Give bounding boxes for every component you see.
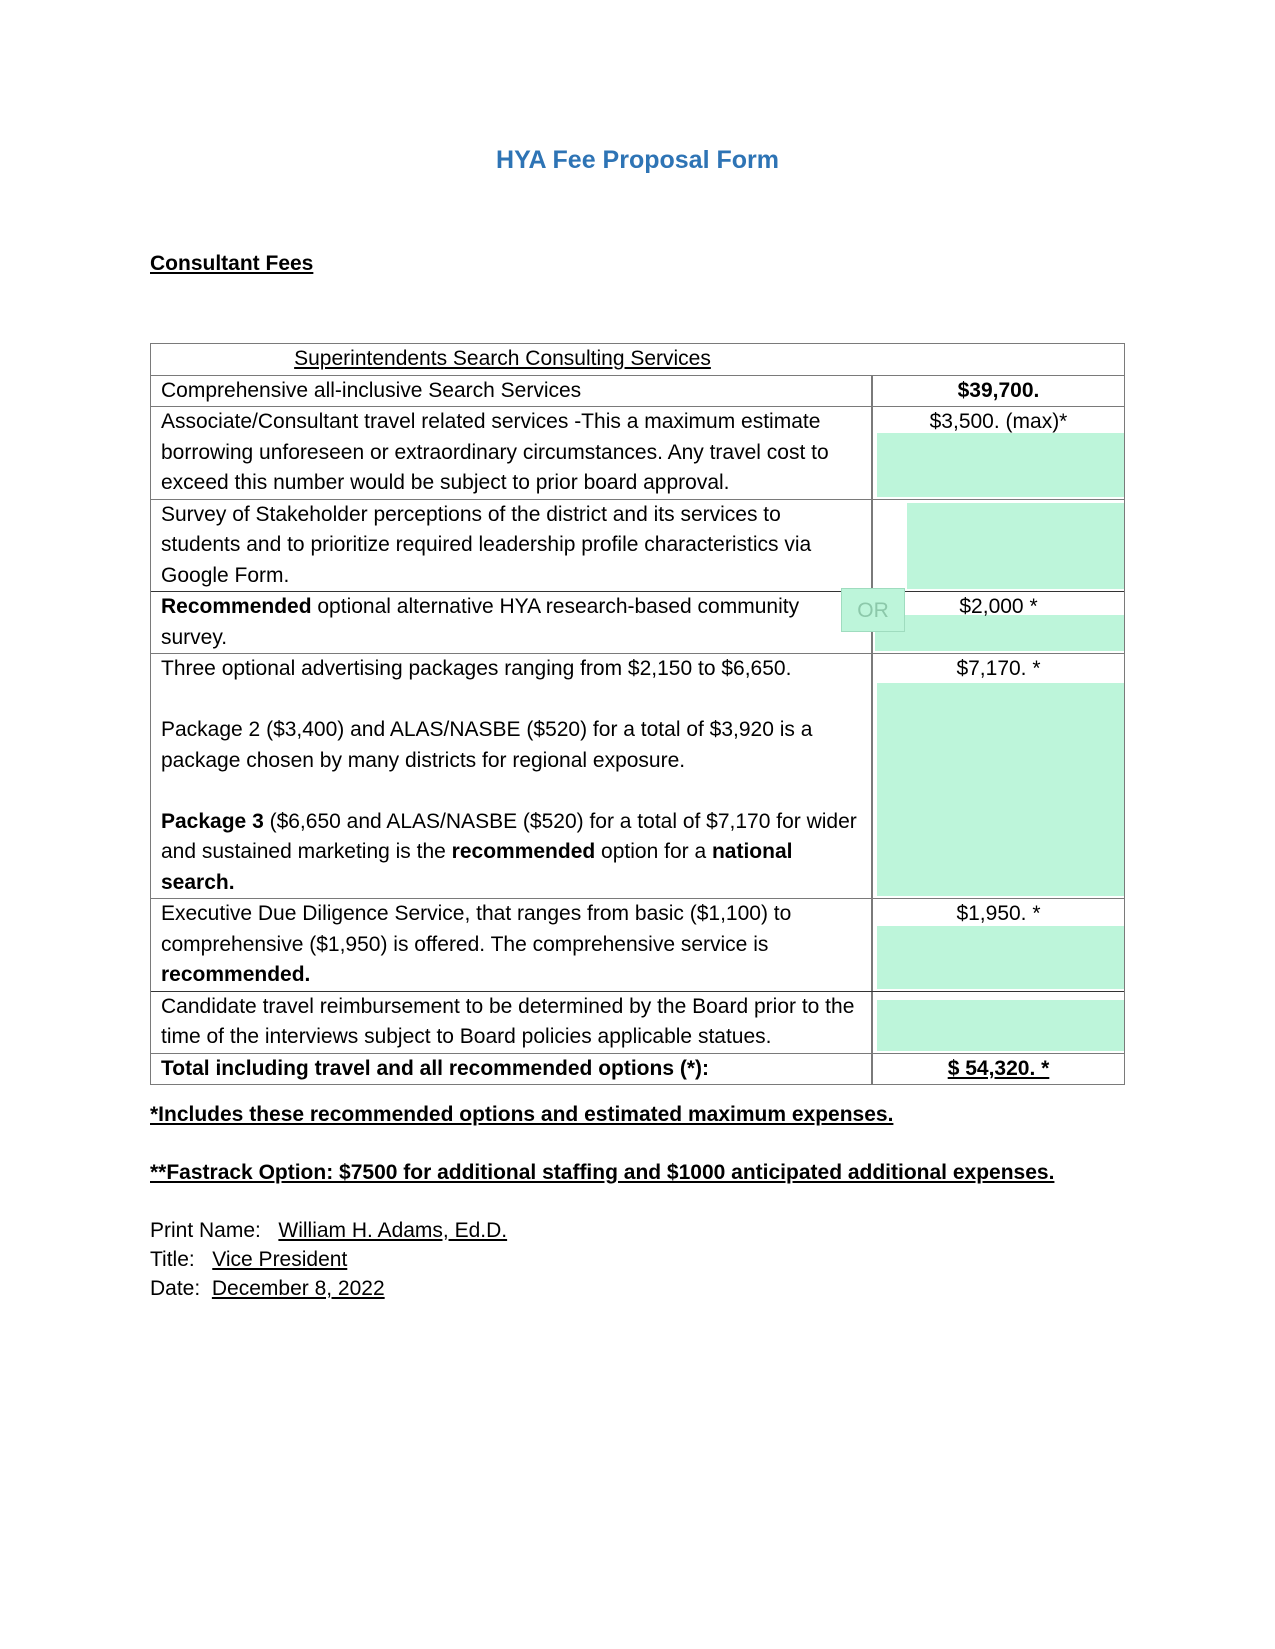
row-description: Associate/Consultant travel related services -This a maximum estimate borrowing unforeseen or extraordinary circumstances. Any travel cost to exceed this number would be subject to prior board approval. — [151, 407, 873, 499]
row-amount — [873, 654, 1124, 898]
row-description — [151, 654, 873, 898]
date-value: December 8, 2022 — [211, 1277, 385, 1300]
fee-table — [150, 343, 1125, 1085]
input-field[interactable] — [877, 433, 1124, 497]
desc-text: optional alternative HYA research-based community survey. — [161, 595, 800, 649]
row-amount — [873, 992, 1124, 1053]
row-description: Comprehensive all-inclusive Search Services — [151, 376, 873, 407]
row-amount — [873, 592, 1124, 653]
desc-text: Three optional advertising packages ranging from $2,150 to $6,650. — [161, 657, 792, 680]
amount-value: $1,950. * — [956, 902, 1041, 925]
bold-text: Package 3 — [161, 809, 264, 833]
desc-text: Package 2 ($3,400) and ALAS/NASBE ($520) for a total of $3,920 is a package chosen by many districts for regional exposure. — [161, 718, 813, 772]
print-name-value: William H. Adams, Ed.D. — [278, 1219, 508, 1242]
fastrack-note: **Fastrack Option: $7500 for additional staffing and $1000 anticipated additional expenses. — [150, 1161, 1055, 1184]
table-row — [151, 375, 1124, 407]
row-description: Survey of Stakeholder perceptions of the district and its services to students and to prioritize required leadership profile characteristics via Google Form. — [151, 500, 873, 592]
date-label: Date: — [150, 1277, 201, 1300]
includes-note: *Includes these recommended options and estimated maximum expenses. — [150, 1103, 894, 1126]
row-amount — [873, 407, 1124, 499]
total-value: $ 54,320. * — [947, 1056, 1050, 1080]
amount-value: $2,000 * — [959, 595, 1038, 618]
input-field[interactable] — [877, 683, 1124, 896]
bold-text: national search. — [161, 840, 793, 894]
table-row — [151, 898, 1124, 991]
amount-value: $3,500. (max)* — [929, 410, 1068, 433]
or-label: OR — [841, 588, 905, 632]
bold-text: recommended. — [161, 963, 311, 986]
table-row — [151, 406, 1124, 499]
page-title: HYA Fee Proposal Form — [496, 146, 779, 174]
title-label: Title: — [150, 1248, 195, 1271]
total-label: Total including travel and all recommended options (*): — [151, 1054, 873, 1085]
bold-text: recommended — [451, 840, 596, 863]
table-row — [151, 499, 1124, 592]
desc-text: Executive Due Diligence Service, that ranges from basic ($1,100) to comprehensive ($1,950) is offered. The comprehensive service is — [161, 902, 792, 956]
desc-text: option for a — [595, 840, 712, 863]
desc-text: ($6,650 and ALAS/NASBE ($520) for a total of $7,170 for wider and sustained marketing is the — [161, 809, 857, 863]
total-row — [151, 1053, 1124, 1085]
input-field[interactable] — [877, 926, 1124, 989]
row-description: Candidate travel reimbursement to be determined by the Board prior to the time of the interviews subject to Board policies applicable statues. — [151, 992, 873, 1053]
table-header-row — [151, 344, 1124, 375]
date-line — [150, 1277, 385, 1301]
input-field[interactable] — [877, 1000, 1124, 1051]
row-description — [151, 899, 873, 991]
amount-value: $7,170. * — [956, 657, 1041, 680]
row-amount — [873, 376, 1124, 407]
section-heading: Consultant Fees — [150, 252, 314, 275]
desc-text — [161, 807, 861, 899]
row-amount — [873, 899, 1124, 991]
title-line — [150, 1248, 347, 1272]
input-field[interactable] — [907, 503, 1124, 590]
print-name-label: Print Name: — [150, 1219, 261, 1242]
print-name-line — [150, 1219, 507, 1243]
input-field[interactable] — [875, 615, 1124, 651]
row-description — [151, 592, 873, 653]
row-amount — [873, 500, 1124, 592]
table-row — [151, 591, 1124, 653]
table-row — [151, 653, 1124, 898]
amount-value: $39,700. — [957, 378, 1040, 402]
title-value: Vice President — [212, 1248, 348, 1271]
table-header: Superintendents Search Consulting Services — [294, 347, 711, 370]
bold-text: Recommended — [161, 595, 312, 618]
table-row — [151, 991, 1124, 1053]
row-amount — [873, 1054, 1124, 1085]
